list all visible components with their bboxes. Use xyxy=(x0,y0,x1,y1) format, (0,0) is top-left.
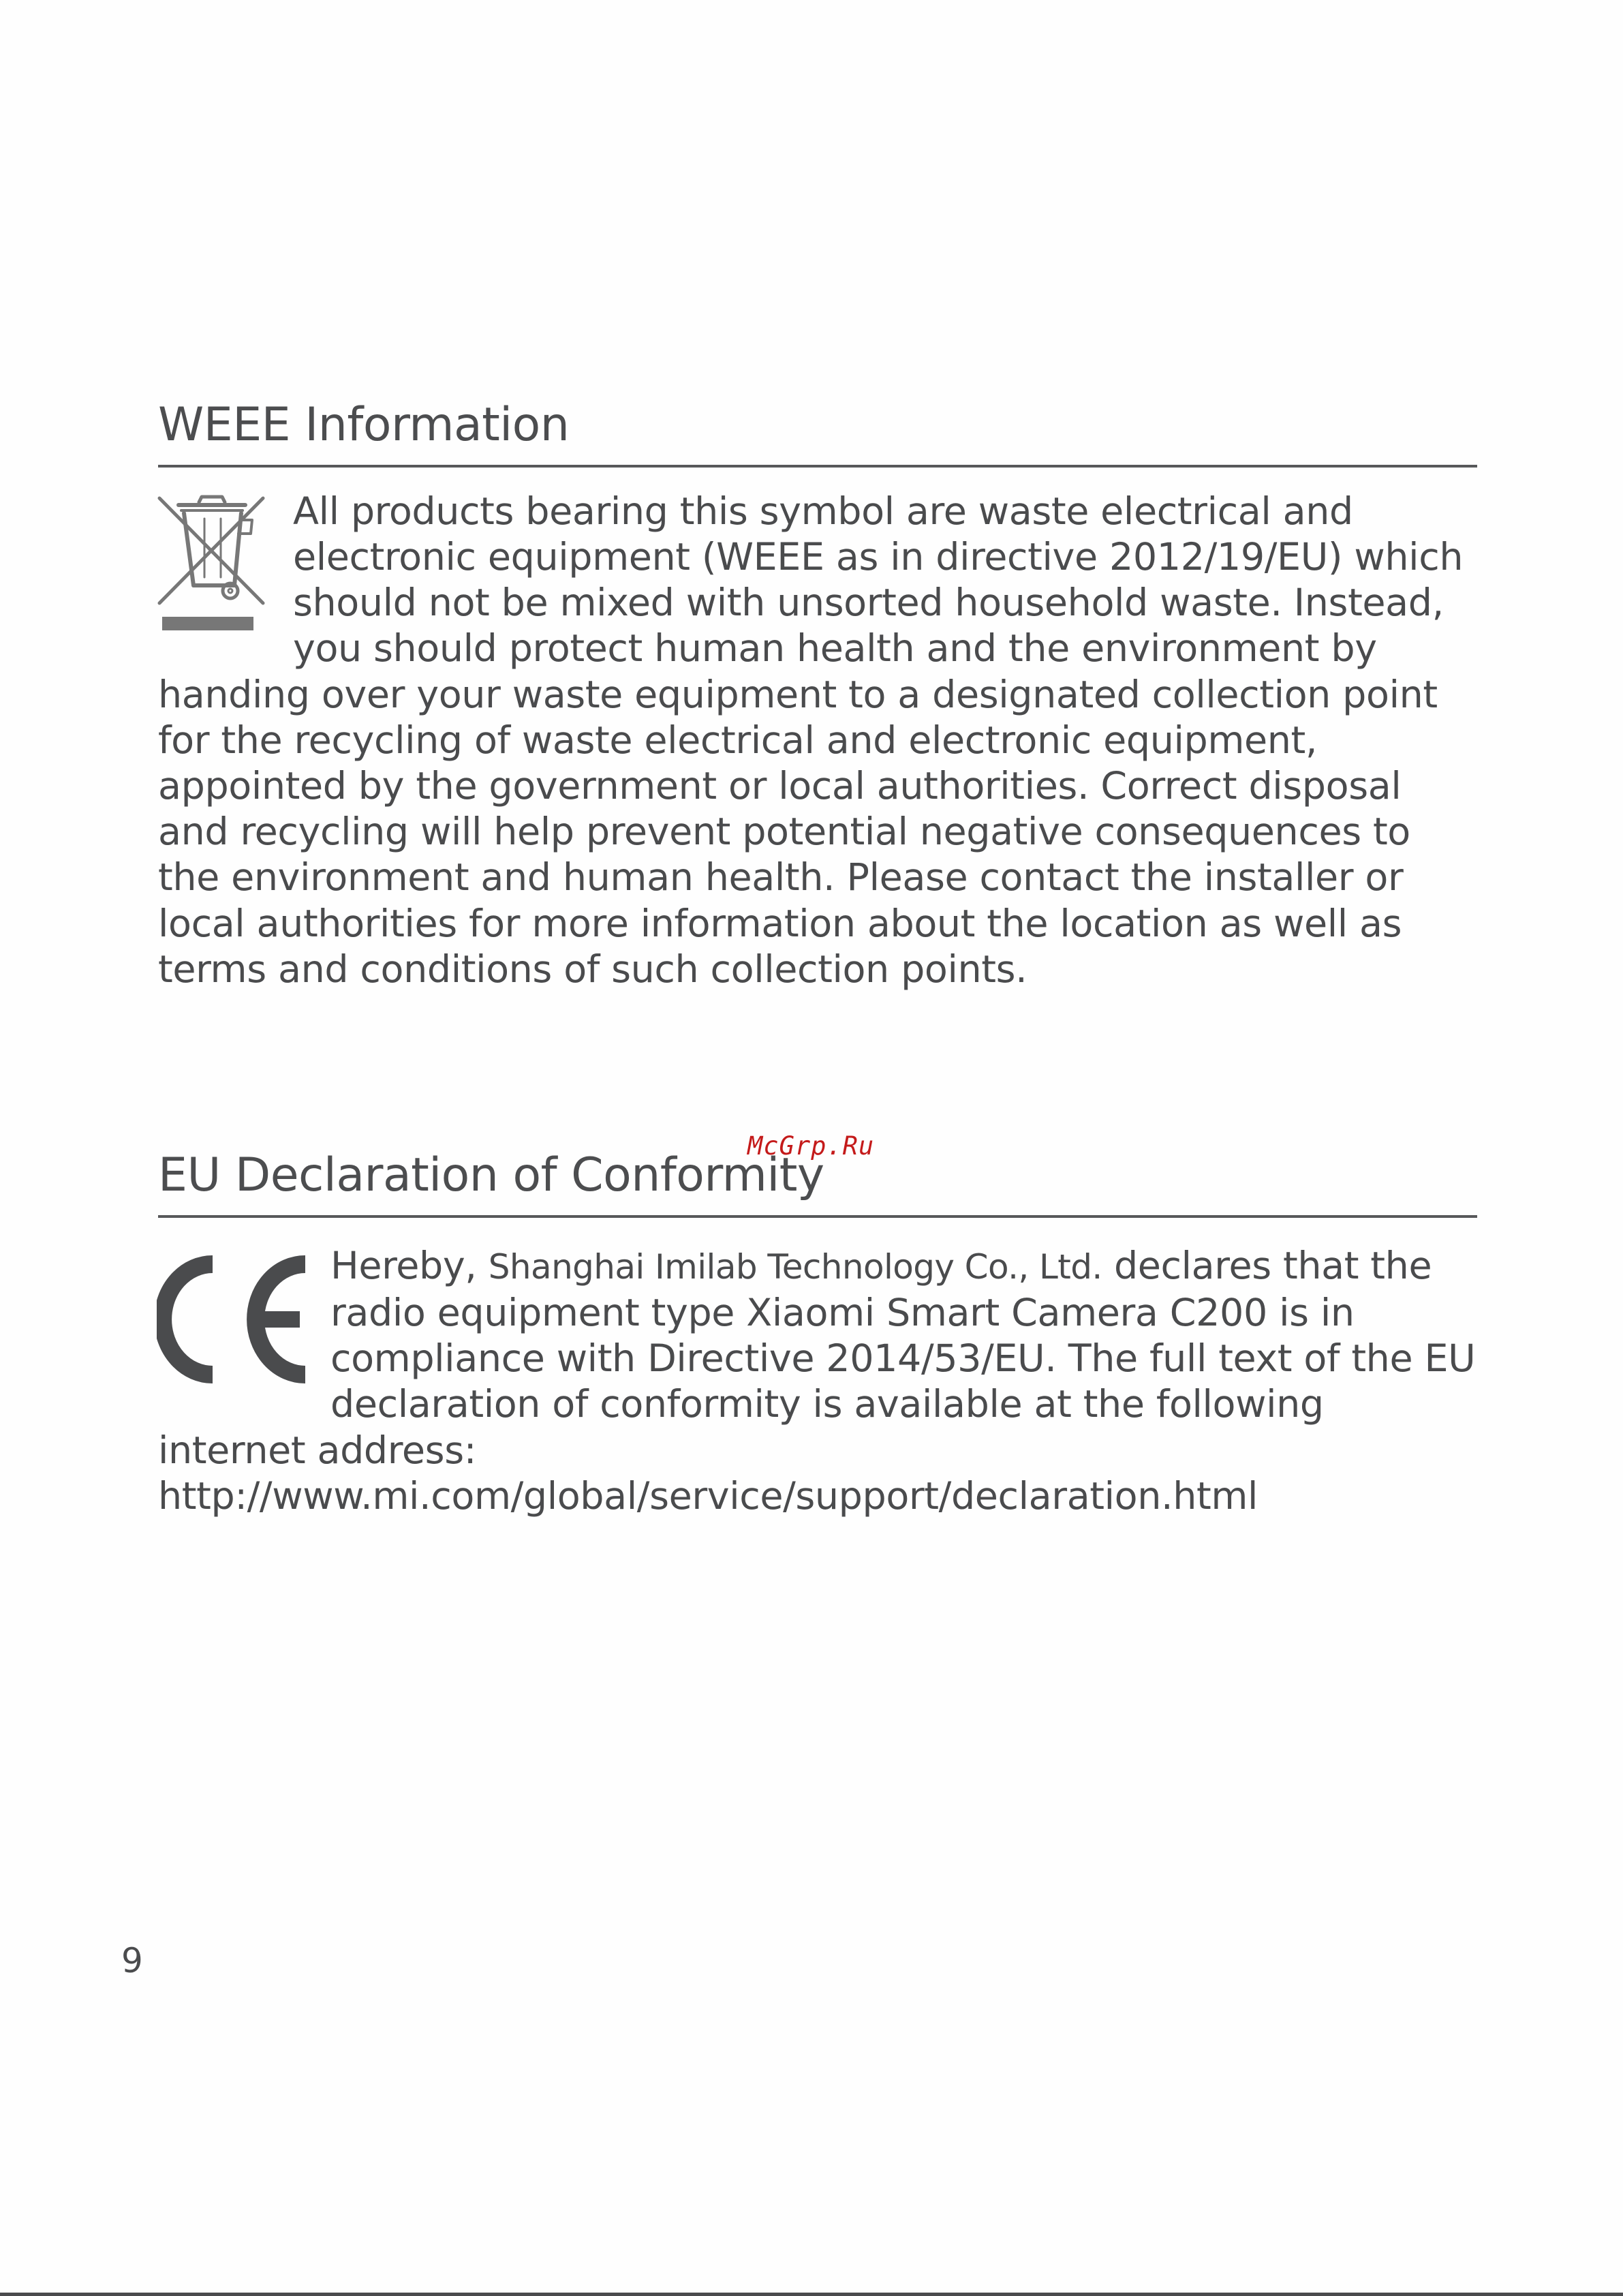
eu-body-rest: declares that the radio equipment type Xiaomi Smart Camera C200 is in compliance with Directive 2014/53/EU. The full text of the EU declaration of conformity is available at the following internet address: http://www.mi.com/global/service/support/declaration.html xyxy=(158,1243,1476,1518)
bottom-border xyxy=(0,2293,1623,2296)
eu-title: EU Declaration of Conformity xyxy=(158,1148,824,1202)
weee-title: WEEE Information xyxy=(158,398,570,452)
weee-body-text: All products bearing this symbol are waste electrical and electronic equipment (WEEE as in directive 2012/19/EU) which should not be mixed with unsorted household waste. Instead, you should protect human health and the environment by handing over your waste equipment to a designated collection point for the recycling of waste electrical and electronic equipment, appointed by the government or local authorities. Correct disposal and recycling will help prevent potential negative consequences to the environment and human health. Please contact the installer or local authorities for more information about the location as well as terms and conditions of such collection points. xyxy=(158,489,1464,992)
crossed-out-wheelie-bin-icon xyxy=(154,489,281,632)
weee-section xyxy=(158,400,1477,992)
eu-company-name: Shanghai Imilab Technology Co., Ltd. xyxy=(488,1246,1102,1287)
page-number: 9 xyxy=(121,1941,143,1980)
eu-body-prefix: Hereby, xyxy=(330,1243,477,1288)
weee-divider xyxy=(158,465,1477,468)
eu-section xyxy=(158,1150,1477,1519)
weee-body xyxy=(158,489,1477,992)
eu-divider xyxy=(158,1215,1477,1218)
ce-mark-icon xyxy=(157,1255,325,1385)
eu-body xyxy=(158,1243,1477,1519)
watermark: McGrp.Ru xyxy=(747,1131,875,1161)
